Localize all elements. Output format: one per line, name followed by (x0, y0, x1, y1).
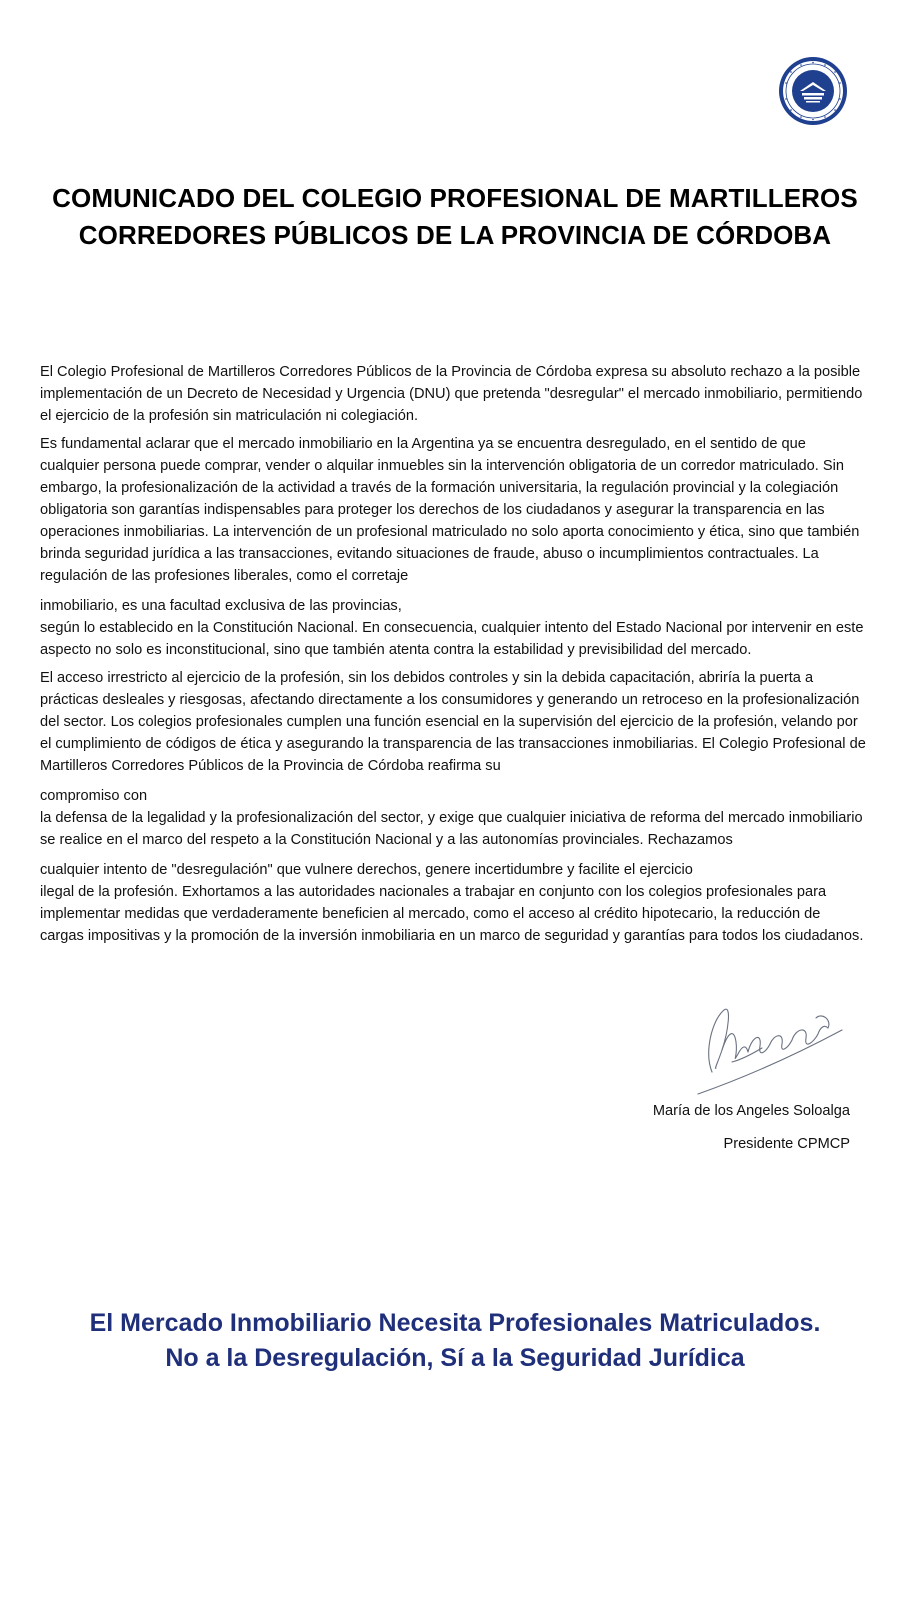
paragraph: la defensa de la legalidad y la profesionalización del sector, y exige que cualquier iniciativa de reforma del mercado inmobiliario se realice en el marco del respeto a la Constitución Nacional y a las autonomías provinciales. Rechazamos (40, 810, 863, 848)
signatory-name: María de los Angeles Soloalga (652, 1103, 850, 1119)
organization-logo (778, 56, 848, 126)
paragraph: según lo establecido en la Constitución Nacional. En consecuencia, cualquier intento del Estado Nacional por intervenir en este aspecto no solo es inconstitucional, sino que también atenta contra la estabilidad y previsibilidad del mercado. (40, 620, 864, 658)
paragraph: El acceso irrestricto al ejercicio de la profesión, sin los debidos controles y sin la debida capacitación, abriría la puerta a prácticas desleales y riesgosas, afectando directamente a los consumidores y generando un retroceso en la profesionalización del sector. Los colegios profesionales cumplen una función esencial en la supervisión del ejercicio de la profesión, velando por el cumplimiento de códigos de ética y asegurando la transparencia de las transacciones inmobiliarias. El Colegio Profesional de Martilleros Corredores Públicos de la Provincia de Córdoba reafirma su (40, 670, 866, 774)
paragraph: inmobiliario, es una facultad exclusiva de las provincias, (40, 598, 402, 614)
document-title (40, 180, 870, 254)
paragraph: Es fundamental aclarar que el mercado inmobiliario en la Argentina ya se encuentra desregulado, en el sentido de que cualquier persona puede comprar, vender o alquilar inmuebles sin la intervención obligatoria de un corredor matriculado. Sin embargo, la profesionalización de la actividad a través de la formación universitaria, la regulación provincial y la colegiación obligatoria son garantías indispensables para proteger los derechos de los ciudadanos y asegurar la transparencia en las operaciones inmobiliarias. La intervención de un profesional matriculado no solo aporta conocimiento y ética, sino que también brinda seguridad jurídica a las transacciones, evitando situaciones de fraude, abuso o incumplimientos contractuales. La regulación de las profesiones liberales, como el corretaje (40, 436, 860, 584)
paragraph: compromiso con (40, 788, 148, 804)
title-line-1: COMUNICADO DEL COLEGIO PROFESIONAL DE MARTILLEROS (52, 183, 858, 213)
paragraph: El Colegio Profesional de Martilleros Corredores Públicos de la Provincia de Córdoba expresa su absoluto rechazo a la posible implementación de un Decreto de Necesidad y Urgencia (DNU) que pretenda "desregular" el mercado inmobiliario, permitiendo el ejercicio de la profesión sin matriculación ni colegiación. (40, 364, 863, 424)
slogan-line-2: No a la Desregulación, Sí a la Seguridad Jurídica (165, 1344, 745, 1372)
paragraph: cualquier intento de "desregulación" que vulnere derechos, genere incertidumbre y facilite el ejercicio (40, 862, 693, 878)
statement-body (40, 361, 868, 947)
handwritten-signature (692, 1002, 852, 1102)
title-line-2: CORREDORES PÚBLICOS DE LA PROVINCIA DE CÓRDOBA (78, 220, 832, 250)
signatory-role: Presidente CPMCP (723, 1136, 850, 1152)
paragraph: ilegal de la profesión. Exhortamos a las autoridades nacionales a trabajar en conjunto con los colegios profesionales para implementar medidas que verdaderamente beneficien al mercado, como el acceso al crédito hipotecario, la reducción de cargas impositivas y la promoción de la inversión inmobiliaria en un marco de seguridad y garantías para todos los ciudadanos. (40, 884, 864, 944)
slogan-line-1: El Mercado Inmobiliario Necesita Profesionales Matriculados. (89, 1309, 821, 1337)
slogan (40, 1306, 870, 1376)
